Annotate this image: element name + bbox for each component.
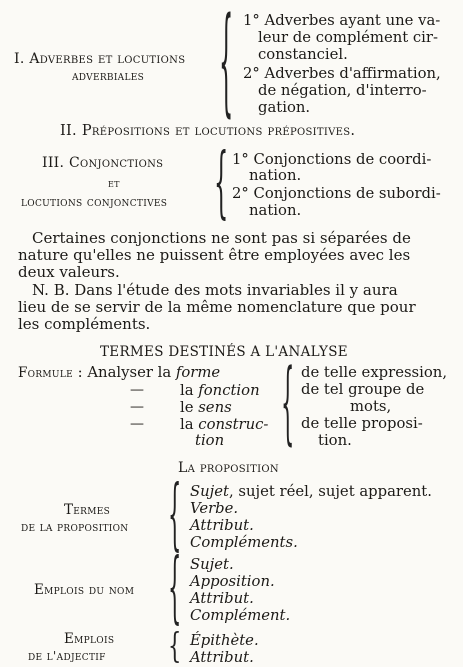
termes-item: Compléments. [190,534,298,551]
paragraph-line: nature qu'elles ne puissent être employées avec les [18,246,411,264]
proposition-title: La proposition [178,460,279,476]
termes-label-line1: Termes [64,502,111,518]
section-3-brace: { [214,138,229,230]
section-1-label-line1: I. Adverbes et locutions [14,51,186,67]
formule-dash: — [130,399,144,415]
nom-item: Apposition. [190,573,275,590]
section-3-item: nation. [249,167,302,184]
nom-item: Attribut. [190,590,254,607]
section-3-item: 1° Conjonctions de coordi- [232,151,432,168]
termes-item: Sujet, sujet réel, sujet apparent. [190,483,432,500]
section-3-item: 2° Conjonctions de subordi- [232,185,441,202]
paragraph-line: lieu de se servir de la même nomenclature que pour [18,298,416,316]
section-1-item: leur de complément cir- [258,29,438,46]
adjectif-label-line1: Emplois [64,631,115,647]
termes-brace: { [168,470,182,562]
formule-row: tion [195,432,225,449]
section-1-item: de négation, d'interro- [258,82,427,99]
nom-label: Emplois du nom [34,582,135,598]
paragraph-line: les compléments. [18,315,151,333]
section-3-label-line1: III. Conjonctions [42,155,164,171]
formule-label: Formule : Analyser la forme [18,364,221,381]
section-1-label-line2: adverbiales [72,69,145,84]
formule-right-item: tion. [318,432,352,449]
section-3-label-line3: locutions conjonctives [21,195,168,210]
section-1-item: 1° Adverbes ayant une va- [243,12,441,29]
section-1-item: 2° Adverbes d'affirmation, [243,65,441,82]
section-1-brace: { [219,0,234,132]
formule-dash: — [130,416,144,432]
analysis-title: TERMES DESTINÉS A L'ANALYSE [100,344,348,360]
adjectif-label-line2: de l'adjectif [28,648,106,663]
termes-label-line2: de la proposition [21,519,129,534]
adjectif-brace: { [168,626,182,667]
nom-brace: { [168,543,182,635]
nom-item: Complément. [190,607,291,624]
formule-right-item: de telle expression, [301,364,448,381]
paragraph-line: N. B. Dans l'étude des mots invariables il y aura [32,281,398,299]
termes-item: Verbe. [190,500,239,517]
section-3-item: nation. [249,202,302,219]
formule-right-item: de telle proposi- [301,415,423,432]
section-1-item: gation. [258,99,311,116]
formule-row: la fonction [180,382,260,399]
formule-brace: { [281,352,295,457]
adjectif-item: Épithète. [190,632,259,649]
formule-dash: — [130,382,144,398]
formule-right-item: de tel groupe de [301,381,425,398]
section-2-heading: II. Prépositions et locutions prépositives. [60,123,356,139]
section-3-label-line2: et [108,176,120,190]
formule-right-item: mots, [350,398,392,415]
paragraph-line: Certaines conjonctions ne sont pas si séparées de [32,229,411,247]
formule-word-forme: forme [175,364,221,381]
adjectif-item: Attribut. [190,649,254,666]
formule-row: la construc- [180,416,269,433]
nom-item: Sujet. [190,556,234,573]
section-1-item: constanciel. [258,46,348,63]
formule-row: le sens [180,399,232,416]
paragraph-line: deux valeurs. [18,263,120,281]
termes-item: Attribut. [190,517,254,534]
